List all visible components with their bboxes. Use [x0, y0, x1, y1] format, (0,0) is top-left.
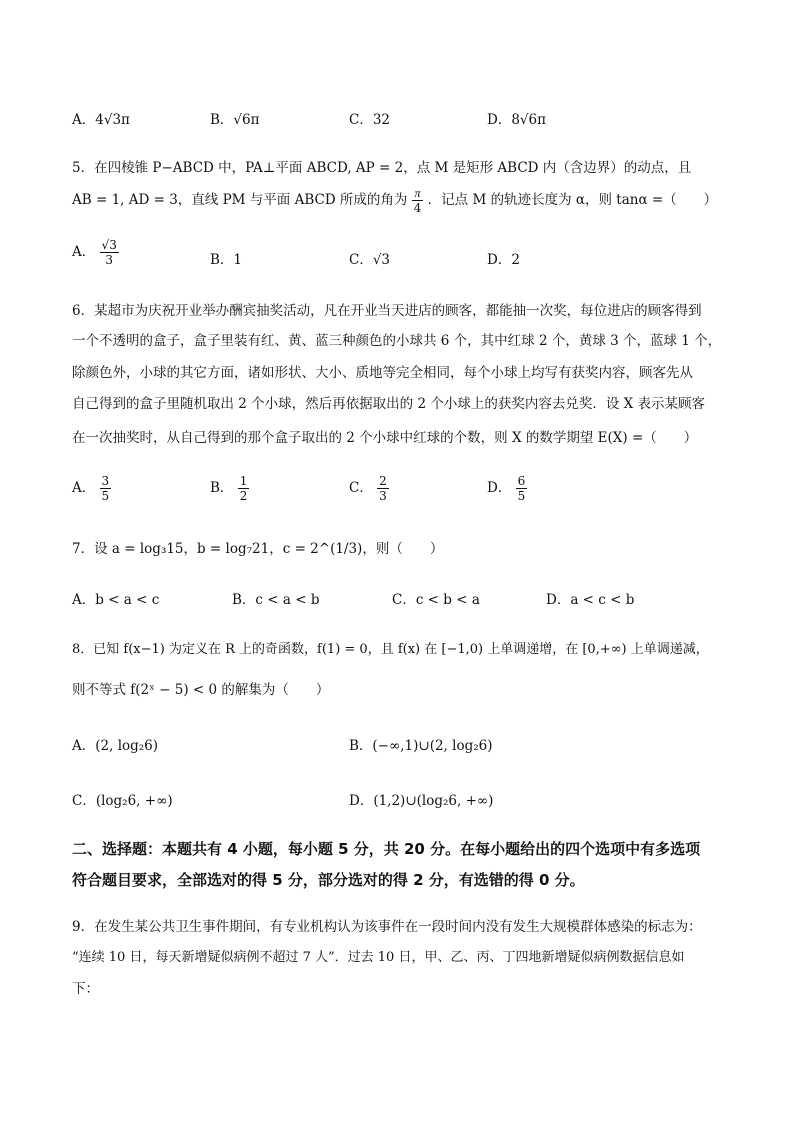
q8-stem-line-2: 则不等式 f(2ˣ − 5) < 0 的解集为（ ） — [72, 682, 330, 698]
q6-option-c — [349, 474, 389, 503]
q5-stem-line-2-pre: AB = 1, AD = 3，直线 PM 与平面 ABCD 所成的角为 — [72, 192, 408, 208]
section-2-heading-line-2: 符合题目要求，全部选对的得 5 分，部分选对的得 2 分，有选错的得 0 分。 — [72, 871, 585, 889]
q8-option-c: C．(log₂6, +∞) — [72, 793, 173, 809]
q5-option-b: B．1 — [210, 252, 243, 268]
q6-option-d-den: 5 — [517, 489, 526, 503]
q6-stem-line-2: 一个不透明的盒子，盒子里装有红、黄、蓝三种颜色的小球共 6 个，其中红球 2 个，黄球 3 个，蓝球 1 个， — [72, 333, 722, 349]
q6-option-a-den: 5 — [101, 489, 110, 503]
q4-option-b: B．√6π — [210, 112, 260, 128]
q5-angle-fraction — [412, 186, 424, 215]
q6-option-d — [487, 474, 527, 503]
q7-option-a: A．b < a < c — [72, 592, 160, 608]
q6-stem-line-5: 在一次抽奖时，从自己得到的那个盒子取出的 2 个小球中红球的个数，则 X 的数学期望 E(X) =（ ） — [72, 430, 698, 446]
q6-option-b-num: 1 — [239, 474, 248, 488]
q6-option-d-label: D． — [487, 480, 512, 496]
q6-stem-line-3: 除颜色外，小球的其它方面，诸如形状、大小、质地等完全相同，每个小球上均写有获奖内容，顾客先从 — [72, 365, 693, 381]
q4-option-a: A．4√3π — [72, 112, 130, 128]
q6-option-c-num: 2 — [379, 474, 387, 488]
q6-option-b-label: B． — [210, 480, 234, 496]
q6-stem-line-4: 自己得到的盒子里随机取出 2 个小球，然后再依据取出的 2 个小球上的获奖内容去兑奖．设 X 表示某顾客 — [72, 396, 706, 412]
q8-option-a: A．(2, log₂6) — [72, 738, 159, 754]
section-2-heading-line-1: 二、选择题：本题共有 4 小题，每小题 5 分，共 20 分。在每小题给出的四个选项中有多选项 — [72, 840, 701, 858]
q9-stem-line-3: 下： — [72, 981, 99, 997]
q7-stem: 7．设 a = log₃15，b = log₇21，c = 2^(1/3)，则（ ） — [72, 541, 444, 557]
q6-stem-line-1: 6．某超市为庆祝开业举办酬宾抽奖活动，凡在开业当天进店的顾客，都能抽一次奖，每位进店的顾客得到 — [72, 303, 702, 319]
q7-option-c: C．c < b < a — [392, 592, 480, 608]
q6-option-c-den: 3 — [379, 489, 387, 503]
q6-option-a-num: 3 — [101, 474, 110, 488]
q4-option-c: C．32 — [349, 112, 391, 128]
q6-option-a-label: A． — [72, 480, 96, 496]
q5-option-a — [72, 238, 119, 267]
q5-option-a-label: A． — [72, 244, 96, 260]
q8-option-b: B．(−∞,1)∪(2, log₂6) — [349, 738, 493, 754]
q5-angle-num: π — [412, 186, 424, 201]
q5-option-d: D．2 — [487, 252, 520, 268]
q6-option-d-num: 6 — [517, 474, 526, 488]
q6-option-a — [72, 474, 111, 503]
q5-option-a-den: 3 — [105, 253, 113, 267]
q4-option-d: D．8√6π — [487, 112, 546, 128]
q5-stem-line-1: 5．在四棱锥 P−ABCD 中，PA⊥平面 ABCD, AP = 2，点 M 是矩形 ABCD 内（含边界）的动点，且 — [72, 160, 692, 176]
q5-option-c: C．√3 — [349, 252, 391, 268]
q9-stem-line-1: 9．在发生某公共卫生事件期间，有专业机构认为该事件在一段时间内没有发生大规模群体感染的标志为： — [72, 919, 702, 935]
q6-option-b-den: 2 — [239, 489, 248, 503]
q5-option-a-num: √3 — [101, 238, 117, 252]
q8-stem-line-1: 8．已知 f(x−1) 为定义在 R 上的奇函数，f(1) = 0，且 f(x) 在 [−1,0) 上单调递增，在 [0,+∞) 上单调递减， — [72, 642, 709, 657]
q8-option-d: D．(1,2)∪(log₂6, +∞) — [349, 793, 494, 809]
q9-stem-line-2: “连续 10 日，每天新增疑似病例不超过 7 人”．过去 10 日，甲、乙、丙、丁四地新增疑似病例数据信息如 — [72, 950, 685, 965]
q7-option-d: D．a < c < b — [546, 592, 635, 608]
q7-option-b: B．c < a < b — [232, 592, 320, 608]
q6-option-b — [210, 474, 249, 503]
q5-stem-line-2 — [72, 186, 717, 215]
q5-stem-line-2-post: ．记点 M 的轨迹长度为 α，则 tanα =（ ） — [427, 192, 718, 208]
q5-angle-den: 4 — [413, 201, 422, 215]
q6-option-c-label: C． — [349, 480, 373, 496]
q5-option-a-fraction — [100, 238, 119, 267]
